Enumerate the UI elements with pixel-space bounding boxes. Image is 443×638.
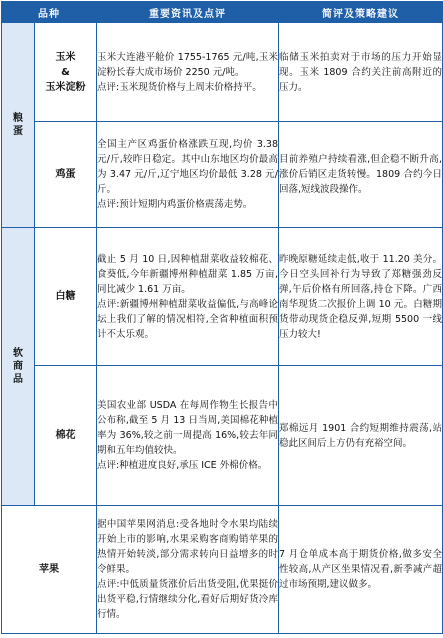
strategy-cotton: 郑棉远月 1901 合约短期维持震荡,站稳此区间后上方仍有充裕空间。 bbox=[279, 366, 443, 506]
news-cotton bbox=[97, 366, 279, 506]
news-cotton-text: 美国农业部 USDA 在每周作物生长报告中公布称,截至 5 月 13 日当周,美国棉花种植率为 36%,较之前一周提高 16%,较去年同期和五年均值较快。 bbox=[97, 400, 278, 456]
table-row bbox=[2, 228, 443, 366]
strategy-corn: 临储玉米拍卖对于市场的压力开始显现。玉米 1809 合约关注前高附近的压力。 bbox=[279, 23, 443, 122]
news-corn-comment: 点评:玉米现货价格与上周末价格持平。 bbox=[97, 81, 262, 93]
category-soft: 软商品 bbox=[2, 228, 35, 506]
news-egg-comment: 点评:预计短期内鸡蛋价格震荡走势。 bbox=[97, 199, 253, 210]
table-row bbox=[2, 506, 443, 634]
news-apple-comment: 点评:中低质量货涨价后出货受阻,优果挺价出货平稳,行情继续分化,看好后期好货冷库行情。 bbox=[97, 579, 278, 620]
item-corn-amp: & bbox=[61, 66, 70, 78]
news-sugar-text: 截止 5 月 10 日,因种植甜菜收益较棉花、食葵低,今年新疆博州种植甜菜 1.85 万亩,同比减少 1.61 万亩。 bbox=[97, 253, 278, 295]
news-apple-text: 据中国苹果网消息:受各地时令水果均陆续开始上市的影响,水果采购客商购销苹果的热情开始转淡,部分需求转向日益增多的时令鲜果。 bbox=[97, 519, 278, 575]
commodity-table bbox=[1, 1, 443, 634]
table-row bbox=[2, 366, 443, 506]
news-sugar-comment: 点评:新疆博州种植甜菜收益偏低,与高峰论坛上我们了解的情况相符,全省种植面积预计不太乐观。 bbox=[97, 298, 278, 340]
item-sugar: 白糖 bbox=[35, 228, 97, 366]
header-strategy: 简评及策略建议 bbox=[279, 2, 443, 23]
news-corn-text: 玉米大连港平舱价 1755-1765 元/吨,玉米淀粉长春大成市场价 2250 元/吨。 bbox=[97, 51, 278, 78]
category-grain-oil: 粮蛋 bbox=[2, 23, 35, 228]
item-corn bbox=[35, 23, 97, 122]
header-variety: 品种 bbox=[2, 2, 97, 23]
item-egg: 鸡蛋 bbox=[35, 122, 97, 228]
item-corn-line1: 玉米 bbox=[55, 51, 76, 63]
strategy-egg: 目前养殖户持续看涨,但企稳不断升高,涨价后销区走货转慢。1809 合约今日回落,短线波段操作。 bbox=[279, 122, 443, 228]
news-apple bbox=[97, 506, 279, 634]
item-corn-line2: 玉米淀粉 bbox=[45, 81, 86, 93]
news-egg bbox=[97, 122, 279, 228]
strategy-sugar: 昨晚原糖延续走低,收于 11.20 美分。今日空头回补行为导致了郑糖强劲反弹,午后价格有所回落,持仓下降。广西南华现货二次报价上调 10 元。白糖期货带动现货企稳反弹,短期 5500 一线压力较大! bbox=[279, 228, 443, 366]
news-corn bbox=[97, 23, 279, 122]
item-apple: 苹果 bbox=[2, 506, 97, 634]
table-row bbox=[2, 122, 443, 228]
item-cotton: 棉花 bbox=[35, 366, 97, 506]
news-cotton-comment: 点评:种植进度良好,承压 ICE 外棉价格。 bbox=[97, 460, 268, 471]
table-header-row bbox=[2, 2, 443, 23]
table-row bbox=[2, 23, 443, 122]
news-egg-text: 全国主产区鸡蛋价格涨跌互现,均价 3.38 元/斤,较昨日稳定。其中山东地区均价最高为 3.47 元/斤,辽宁地区均价最低 3.28 元/斤。 bbox=[97, 139, 278, 195]
strategy-apple: 7 月仓单成本高于期货价格,做多安全性较高,从产区坐果情况看,新季减产超过市场预期,建议做多。 bbox=[279, 506, 443, 634]
header-news: 重要资讯及点评 bbox=[97, 2, 279, 23]
news-sugar bbox=[97, 228, 279, 366]
